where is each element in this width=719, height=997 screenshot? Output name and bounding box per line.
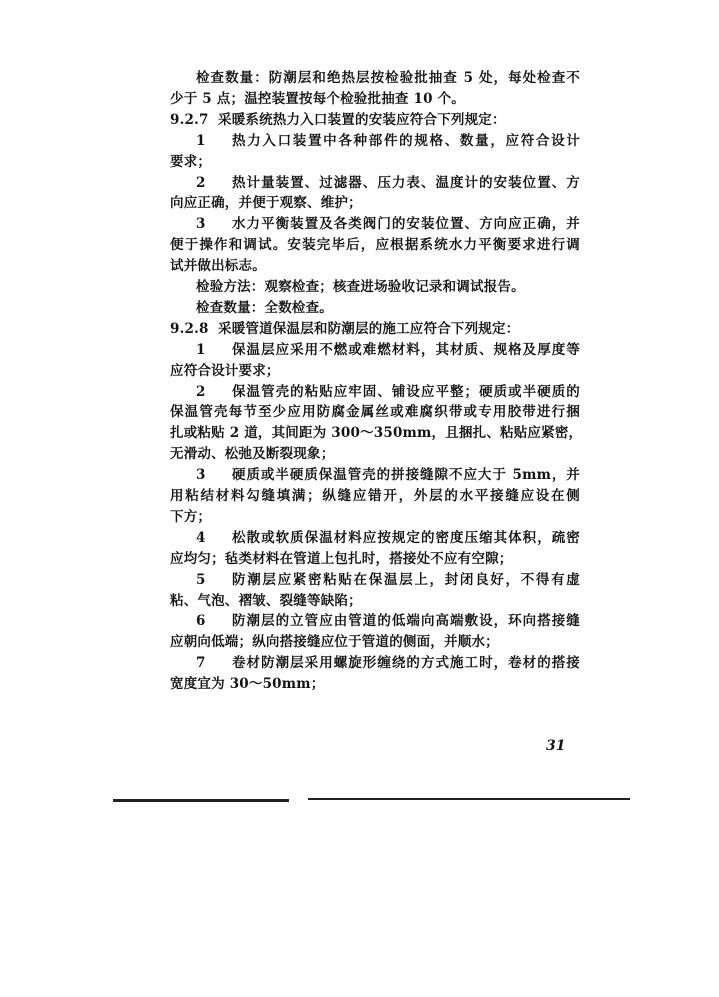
line-text: 粘、气泡、褶皱、裂缝等缺陷； [170,592,362,609]
line-text: 扎或粘贴 2 道，其间距为 300～350mm，且捆扎、粘贴应紧密， [170,425,583,442]
item-number: 3 [196,216,206,233]
text-line [170,402,580,422]
footer-rule-left [113,799,289,802]
footer-rule-right [308,798,630,800]
line-text: 应均匀；毡类材料在管道上包扎时，搭接处不应有空隙； [170,550,513,567]
text-line [170,382,580,402]
text-line [170,444,580,464]
text-line [170,632,580,652]
page-number: 31 [546,738,566,754]
line-text: 热力入口装置中各种部件的规格、数量，应符合设计 [232,132,580,149]
item-number: 7 [196,655,206,672]
text-line [170,89,580,109]
text-line [170,256,580,276]
text-line [170,152,580,172]
line-text: 下方； [170,508,212,525]
section-number: 9.2.7 [170,111,209,128]
text-line [170,361,580,381]
line-text: 松散或软质保温材料应按规定的密度压缩其体积，疏密 [232,529,580,546]
line-text: 少于 5 点；温控装置按每个检验批抽查 10 个。 [170,90,465,107]
text-line [170,549,580,569]
item-number: 3 [196,467,206,484]
text-line [170,507,580,527]
item-number: 1 [196,341,206,358]
line-text: 向应正确，并便于观察、维护； [170,195,362,212]
line-text: 无滑动、松弛及断裂现象； [170,446,335,463]
text-line [170,340,580,360]
text-line [170,486,580,506]
item-number: 2 [196,174,206,191]
item-number: 1 [196,132,206,149]
text-line [170,68,580,88]
item-number: 2 [196,383,206,400]
text-line [170,173,580,193]
line-text: 试并做出标志。 [170,258,266,275]
item-number: 4 [196,529,206,546]
line-text: 用粘结材料勾缝填满；纵缝应错开，外层的水平接缝应设在侧 [170,488,580,504]
text-line [170,465,580,485]
line-text: 要求； [170,153,212,170]
text-line [170,611,580,631]
text-line [170,528,580,548]
text-line [170,570,580,590]
text-line [170,193,580,213]
line-text: 硬质或半硬质保温管壳的拼接缝隙不应大于 5mm，并 [232,467,580,484]
text-line [170,277,580,297]
text-line [170,235,580,255]
text-line [170,674,580,694]
line-text: 便于操作和调试。安装完毕后，应根据系统水力平衡要求进行调 [170,237,580,254]
text-line [170,591,580,611]
line-text: 检验方法：观察检查；核查进场验收记录和调试报告。 [196,279,525,295]
line-text: 保温层应采用不燃或难燃材料，其材质、规格及厚度等 [232,341,580,358]
line-text: 水力平衡装置及各类阀门的安装位置、方向应正确，并 [232,216,580,233]
line-text: 热计量装置、过滤器、压力表、温度计的安装位置、方 [232,174,580,191]
text-line [170,298,580,318]
text-line [170,653,580,673]
line-text: 防潮层的立管应由管道的低端向高端敷设，环向搭接缝 [232,613,580,630]
section-number: 9.2.8 [170,320,209,337]
line-text: 检查数量：全数检查。 [196,299,333,316]
text-line [170,131,580,151]
line-text: 采暖系统热力入口装置的安装应符合下列规定： [218,111,506,128]
line-text: 卷材防潮层采用螺旋形缠绕的方式施工时，卷材的搭接 [232,655,580,672]
line-text: 宽度宜为 30～50mm； [170,676,325,693]
line-text: 应朝向低端；纵向搭接缝应位于管道的侧面，并顺水； [170,634,499,651]
line-text: 采暖管道保温层和防潮层的施工应符合下列规定： [218,320,520,337]
text-line [170,319,580,339]
text-line [170,423,583,443]
item-number: 5 [196,571,206,588]
text-line [170,214,580,234]
line-text: 保温管壳每节至少应用防腐金属丝或难腐织带或专用胶带进行捆 [170,404,580,421]
text-line [170,110,580,130]
item-number: 6 [196,613,206,630]
line-text: 检查数量：防潮层和绝热层按检验批抽查 5 处，每处检查不 [196,70,580,86]
line-text: 保温管壳的粘贴应牢固、铺设应平整；硬质或半硬质的 [232,383,580,400]
line-text: 应符合设计要求； [170,362,280,379]
line-text: 防潮层应紧密粘贴在保温层上，封闭良好，不得有虚 [232,571,580,588]
